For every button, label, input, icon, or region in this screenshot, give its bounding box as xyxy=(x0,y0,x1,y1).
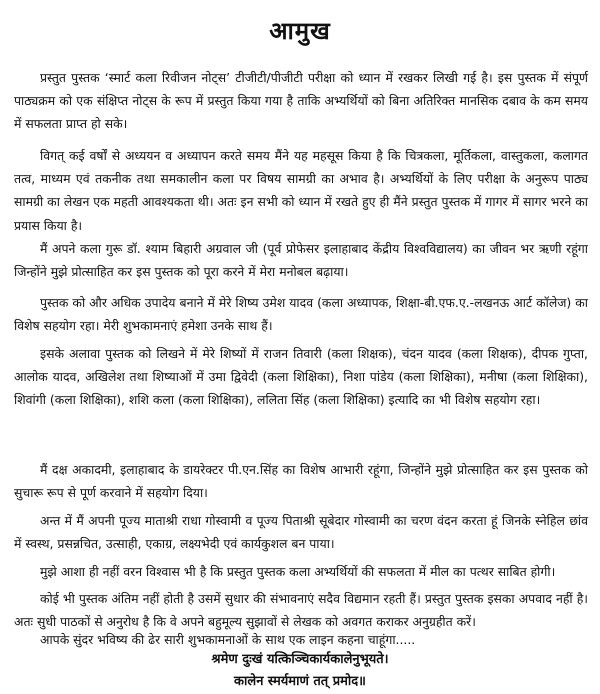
paragraph-students-thanks: इसके अलावा पुस्तक को लिखने में मेरे शिष्यों में राजन तिवारी (कला शिक्षक), चंदन यादव (कला शिक्षक), दीपक गुप्ता, आलोक यादव, अखिलेश तथा शिष्याओं में उमा द्विवेदी (कला शिक्षिका), निशा पांडेय (कला शिक्षिका), मनीषा (कला शिक्षिका), शिवांगी (कला शिक्षिका), शशि कला (कला शिक्षिका), ललिता सिंह (कला शिक्षिका) इत्यादि का भी विशेष सहयोग रहा। xyxy=(14,346,588,408)
paragraph-closing: आपके सुंदर भविष्य की ढेर सारी शुभकामनाओं के साथ एक लाइन कहना चाहूंगा..... xyxy=(40,632,416,647)
paragraph-disciple-thanks: पुस्तक को और अधिक उपादेय बनाने में मेरे शिष्य उमेश यादव (कला अध्यापक, शिक्षा-बी.एफ.ए.-लखनऊ आर्ट कॉलेज) का विशेष सहयोग रहा। मेरी शुभकामनाएं हमेशा उनके साथ हैं। xyxy=(14,295,588,334)
paragraph-suggestions: कोई भी पुस्तक अंतिम नहीं होती है उसमें सुधार की संभावनाएं सदैव विद्यमान रहती हैं। प्रस्तुत पुस्तक इसका अपवाद नहीं है। अतः सुधी पाठकों से अनुरोध है कि वे अपने बहुमूल्य सुझावों से लेखक को अवगत कराकर अनुग्रहीत करें। xyxy=(14,591,588,630)
verse-line-2: कालेन स्मर्यमाणं तत् प्रमोद॥ xyxy=(234,674,366,689)
paragraph-parents-thanks: अन्त में मैं अपनी पूज्य माताश्री राधा गोस्वामी व पूज्य पिताश्री सूबेदार गोस्वामी का चरण वंदन करता हूं जिनके स्नेहिल छांव में स्वस्थ, प्रसन्नचित, उत्साही, एकाग्र, लक्ष्यभेदी एवं कार्यकुशल बन पाया। xyxy=(14,513,588,552)
verse-line-1: श्रमेण दुःखं यत्किञ्चिकार्यकालेनुभूयते। xyxy=(211,652,389,667)
page-title: आमुख xyxy=(269,17,331,45)
paragraph-academy-thanks: मैं दक्ष अकादमी, इलाहाबाद के डायरेक्टर पी.एन.सिंह का विशेष आभारी रहूंगा, जिन्होंने मुझे प्रोत्साहित कर इस पुस्तक को सुचारू रूप से पूर्ण करवाने में सहयोग दिया। xyxy=(14,462,588,501)
paragraph-guru-thanks: मैं अपने कला गुरू डॉ. श्याम बिहारी अग्रवाल जी (पूर्व प्रोफेसर इलाहाबाद केंद्रीय विश्वविद्यालय) का जीवन भर ऋणी रहूंगा जिन्होंने मुझे प्रोत्साहित कर इस पुस्तक को पूरा करने में मेरा मनोबल बढ़ाया। xyxy=(14,241,588,280)
paragraph-motivation: विगत् कई वर्षों से अध्ययन व अध्यापन करते समय मैंने यह महसूस किया है कि चित्रकला, मूर्तिकला, वास्तुकला, कलागत तत्व, माध्यम एवं तकनीक तथा समकालीन कला पर विषय सामग्री का अभाव है। अभ्यर्थियों के लिए परीक्षा के अनुरूप पाठ्य सामग्री का लेखन एक महती आवश्यकता थी। अतः इन सभी को ध्यान में रखते हुए ही मैंने प्रस्तुत पुस्तक में गागर में सागर भरने का प्रयास किया है। xyxy=(14,148,588,233)
paragraph-hope: मुझे आशा ही नहीं वरन विश्वास भी है कि प्रस्तुत पुस्तक कला अभ्यर्थियों की सफलता में मील का पत्थर साबित होगी। xyxy=(40,564,556,579)
paragraph-intro: प्रस्तुत पुस्तक ‘स्मार्ट कला रिवीजन नोट्स’ टीजीटी/पीजीटी परीक्षा को ध्यान में रखकर लिखी गई है। इस पुस्तक में संपूर्ण पाठ्यक्रम को एक संक्षिप्त नोट्स के रूप में प्रस्तुत किया गया है ताकि अभ्यर्थियों को बिना अतिरिक्त मानसिक दबाव के कम समय में सफलता प्राप्त हो सके। xyxy=(14,70,588,132)
